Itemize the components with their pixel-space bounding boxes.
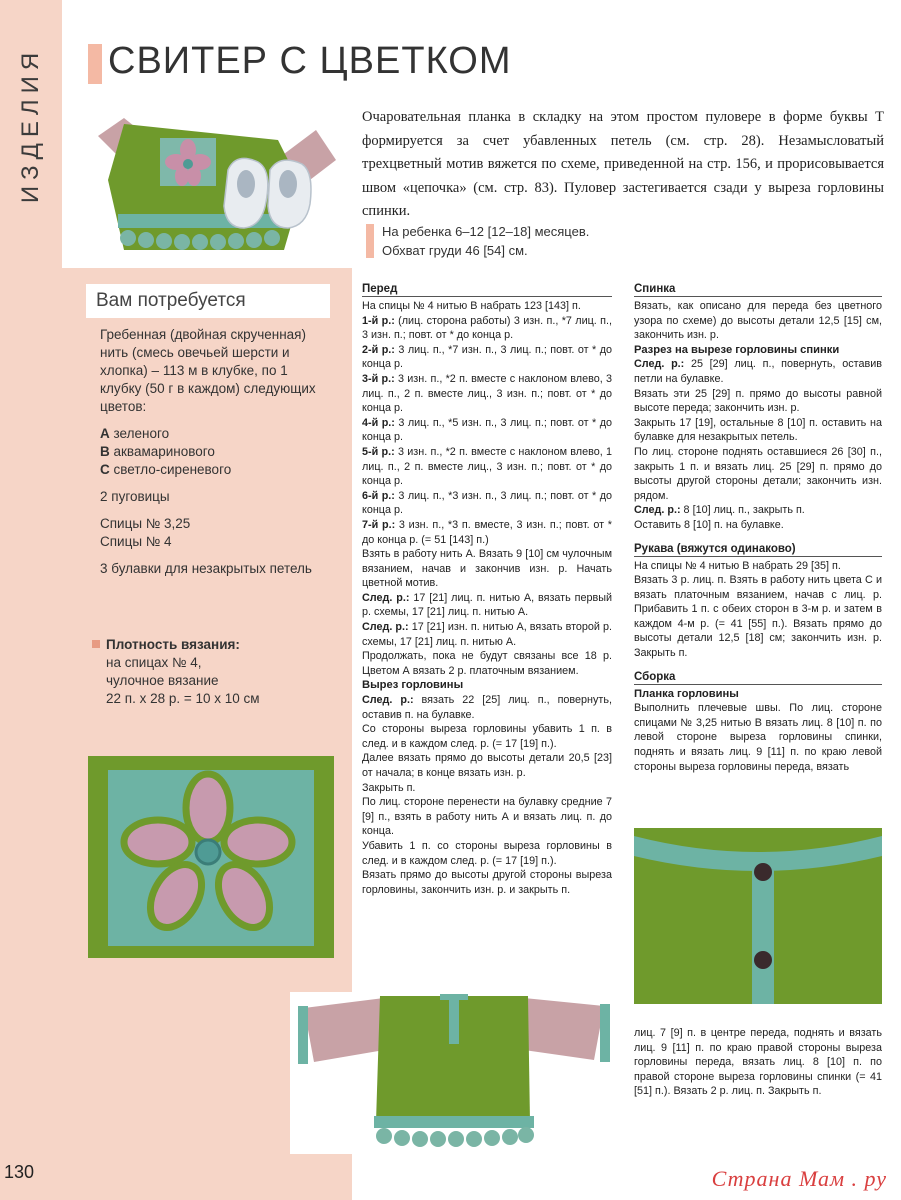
front-para-2: Продолжать, пока не будут связаны все 18 р. Цветом А вязать 2 р. платочным вязанием. — [362, 650, 612, 677]
front-next-row-3: След. р.: вязать 22 [25] лиц. п., повернуть, оставив п. на булавке. — [362, 694, 612, 721]
sleeves-para-2: Вязать 3 р. лиц. п. Взять в работу нить цвета С и вязать платочным вязанием, начав с лиц. р. Прибавить 1 п. с обеих сторон в 3-м р. и затем в каждом 4-м р. (= 41 [55] п.). Вязать прямо до высоты детали 12,5 [18] см; закончить изн. р. Закрыть п. — [634, 574, 882, 660]
needles-large: Спицы № 4 — [100, 534, 172, 549]
sleeves-para-1: На спицы № 4 нитью В набрать 29 [35] п. — [634, 559, 841, 572]
requirements-box — [86, 284, 330, 584]
buttons-count: 2 пуговицы — [100, 489, 170, 504]
site-watermark: Страна Мам . ру — [711, 1166, 887, 1191]
intro-text: Очаровательная планка в складку на этом простом пуловере в форме буквы Т формируется за счет убавленных петель (см. стр. 28). Незамысловатый трехцветный мотив вяжется по схеме, приведенной на стр. 156, и прорисовывается швом «цепочка» (см. стр. 83). Пуловер застегивается сзади у выреза горловины спинки. — [362, 109, 884, 219]
color-b: В аквамаринового — [100, 444, 215, 459]
pins-note: 3 булавки для незакрытых петель — [100, 561, 312, 576]
front-para-1: Взять в работу нить А. Вязать 9 [10] см чулочным вязанием, начав и закончив изн. р. Начать цветной мотив. — [362, 548, 612, 590]
gauge-box — [92, 636, 322, 708]
front-para-3: Со стороны выреза горловины убавить 1 п. в след. и в каждом след. р. (= 17 [19] п.). — [362, 723, 612, 750]
full-sweater-photo — [290, 992, 618, 1154]
button-placket-photo — [634, 828, 882, 1004]
assembly-para-1: Выполнить плечевые швы. По лиц. стороне спицами № 3,25 нитью В вязать лиц. 8 [10] п. по левой стороне выреза горловины спинки, поднять и вязать лиц. 9 [11] п. по краю левой стороны выреза горловины переда, вязать — [634, 702, 882, 773]
requirements-title: Вам потребуется — [86, 284, 330, 318]
front-row-6: 6-й р.: 3 лиц. п., *3 изн. п., 3 лиц. п.; повт. от * до конца р. — [362, 489, 612, 517]
back-title: Спинка — [634, 282, 882, 297]
assembly-continued — [634, 1026, 882, 1099]
color-c: С светло-сиреневого — [100, 462, 232, 477]
front-para-5: Закрыть п. — [362, 781, 416, 794]
section-label: ИЗДЕЛИЯ — [17, 46, 44, 204]
flower-motif-photo — [88, 756, 334, 958]
page-title: СВИТЕР С ЦВЕТКОМ — [108, 40, 512, 82]
back-para-2: Вязать эти 25 [29] п. прямо до высоты равной высоте переда; закончить изн. р. — [634, 387, 882, 415]
neckband-title: Планка горловины — [634, 687, 739, 700]
back-neck-title: Разрез на вырезе горловины спинки — [634, 343, 840, 356]
front-para-7: Убавить 1 п. со стороны выреза горловины в след. и в каждом след. р. (= 17 [19] п.). — [362, 839, 612, 867]
assembly-title: Сборка — [634, 670, 882, 685]
front-para-6: По лиц. стороне перенести на булавку средние 7 [9] п., взять в работу нить А и вязать лиц. п. до конца. — [362, 796, 612, 838]
front-row-1: 1-й р.: (лиц. сторона работы) 3 изн. п., *7 лиц. п., 3 изн. п.; повт. от * до конца р. — [362, 314, 612, 342]
front-para-4: Далее вязать прямо до высоты детали 20,5 [23] от начала; в конце вязать изн. р. — [362, 752, 612, 779]
front-title: Перед — [362, 282, 612, 297]
front-next-row-2: След. р.: 17 [21] изн. п. нитью А, вязать второй р. схемы, 17 [21] лиц. п. нитью А. — [362, 621, 613, 648]
sleeves-title: Рукава (вяжутся одинаково) — [634, 542, 882, 557]
size-accent-bar — [366, 224, 374, 258]
section-strip — [0, 0, 62, 1200]
front-para-8: Вязать прямо до высоты другой стороны выреза горловины, закончить изн. р. и закрыть п. — [362, 869, 612, 896]
front-next-row-1: След. р.: 17 [21] лиц. п. нитью А, вязать первый р. схемы, 17 [21] лиц. п. нитью А. — [362, 591, 613, 619]
front-row-5: 5-й р.: 3 изн. п., *2 п. вместе с наклоном влево, 1 лиц. п., 2 п. вместе лиц., 3 изн. п.; повт. от * до конца р. — [362, 445, 612, 488]
gauge-line-2: чулочное вязание — [106, 673, 219, 688]
section-label-box — [14, 40, 48, 210]
assembly-para-2: лиц. 7 [9] п. в центре переда, поднять и вязать лиц. 9 [11] п. по краю правой стороны выреза горловины переда, вязать лиц. 8 [10] п. по правой стороне выреза горловины спинки (= 41 [51] п.). Вязать 2 р. лиц. п. Закрыть п. — [634, 1027, 882, 1098]
back-next-row-2: След. р.: 8 [10] лиц. п., закрыть п. — [634, 504, 805, 517]
back-instructions — [634, 282, 882, 774]
size-age: На ребенка 6–12 [12–18] месяцев. — [382, 224, 590, 239]
back-para-4: По лиц. стороне поднять оставшиеся 26 [30] п., закрыть 1 п. и вязать лиц. 25 [29] п. прямо до высоты другой стороны детали; закончить изн. рядом. — [634, 445, 882, 502]
back-para-1: Вязать, как описано для переда без цветного узора по схеме) до высоты детали 12,5 [15] см, закончить изн. р. — [634, 300, 882, 342]
size-chest: Обхват груди 46 [54] см. — [382, 243, 528, 258]
front-neck-title: Вырез горловины — [362, 679, 464, 692]
front-row-3: 3-й р.: 3 изн. п., *2 п. вместе с наклоном влево, 3 лиц. п., 2 п. вместе лиц., 3 изн. п.; повт. от * до конца р. — [362, 372, 612, 415]
color-a: А зеленого — [100, 426, 170, 441]
gauge-marker — [92, 640, 100, 648]
page-number: 130 — [4, 1162, 35, 1182]
gauge-line-1: на спицах № 4, — [106, 655, 202, 670]
back-next-row-1: След. р.: 25 [29] лиц. п., повернуть, оставив петли на булавке. — [634, 358, 882, 385]
title-accent-bar — [88, 44, 102, 84]
front-row-7: 7-й р.: 3 изн. п., *3 п. вместе, 3 изн. п.; повт. от * до конца р. (= 51 [143] п.) — [362, 518, 612, 546]
gauge-line-3: 22 п. х 28 р. = 10 х 10 см — [106, 691, 260, 706]
needles-small: Спицы № 3,25 — [100, 516, 191, 531]
front-cast-on: На спицы № 4 нитью В набрать 123 [143] п. — [362, 300, 581, 312]
front-instructions — [362, 282, 612, 897]
sweater-shoes-photo — [88, 100, 350, 260]
yarn-description: Гребенная (двойная скрученная) нить (смесь овечьей шерсти и хлопка) – 113 м в клубке, по 1 клубку (50 г в каждом) следующих цветов: — [100, 327, 316, 414]
front-row-4: 4-й р.: 3 лиц. п., *5 изн. п., 3 лиц. п.; повт. от * до конца р. — [362, 416, 612, 444]
gauge-title: Плотность вязания: — [106, 637, 240, 652]
back-para-3: Закрыть 17 [19], остальные 8 [10] п. оставить на булавке для незакрытых петель. — [634, 416, 882, 444]
back-para-5: Оставить 8 [10] п. на булавке. — [634, 518, 784, 531]
front-row-2: 2-й р.: 3 лиц. п., *7 изн. п., 3 лиц. п.; повт. от * до конца р. — [362, 343, 612, 371]
